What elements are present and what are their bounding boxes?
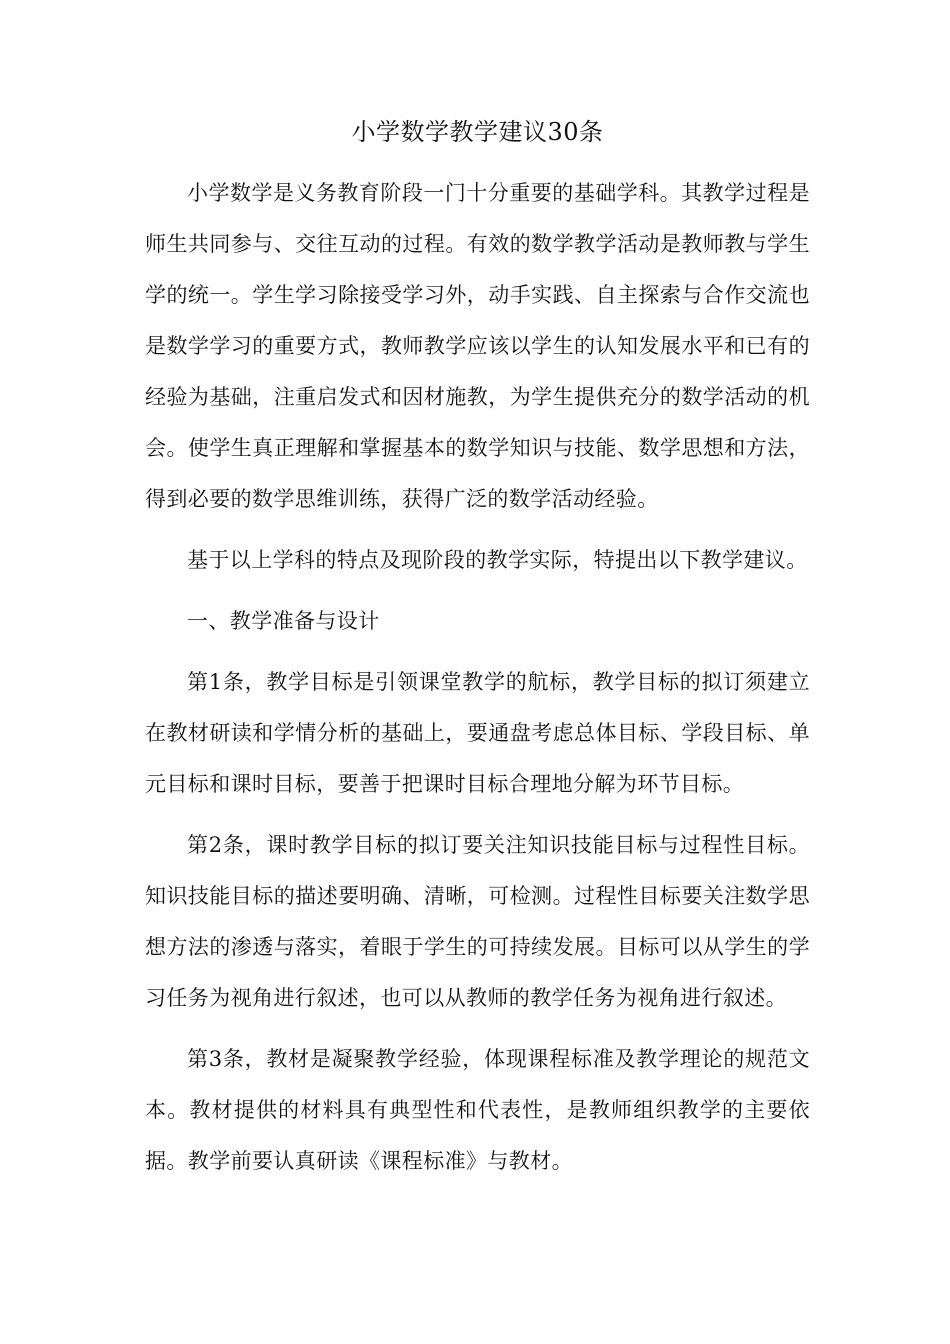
- article-3-paragraph: 第3条，教材是凝聚教学经验，体现课程标准及教学理论的规范文本。教材提供的材料具有典型性和代表性，是教师组织教学的主要依据。教学前要认真研读《课程标准》与教材。: [145, 1047, 810, 1173]
- basis-paragraph: 基于以上学科的特点及现阶段的教学实际，特提出以下教学建议。: [187, 548, 808, 572]
- intro-paragraph: 小学数学是义务教育阶段一门十分重要的基础学科。其教学过程是师生共同参与、交往互动的过程。有效的数学教学活动是教师教与学生学的统一。学生学习除接受学习外，动手实践、自主探索与合作交流也是数学学习的重要方式，教师教学应该以学生的认知发展水平和已有的经验为基础，注重启发式和因材施教，为学生提供充分的数学活动的机会。使学生真正理解和掌握基本的数学知识与技能、数学思想和方法，得到必要的数学思维训练，获得广泛的数学活动经验。: [145, 181, 810, 511]
- article-1-paragraph: 第1条，教学目标是引领课堂教学的航标，教学目标的拟订须建立在教材研读和学情分析的基础上，要通盘考虑总体目标、学段目标、单元目标和课时目标，要善于把课时目标合理地分解为环节目标。: [145, 670, 810, 796]
- article-2-paragraph: 第2条，课时教学目标的拟订要关注知识技能目标与过程性目标。知识技能目标的描述要明确、清晰，可检测。过程性目标要关注数学思想方法的渗透与落实，着眼于学生的可持续发展。目标可以从学生的学习任务为视角进行叙述，也可以从教师的教学任务为视角进行叙述。: [145, 833, 810, 1010]
- section-heading-teaching-preparation: 一、教学准备与设计: [187, 609, 380, 633]
- document-title: 小学数学教学建议30条: [351, 118, 604, 146]
